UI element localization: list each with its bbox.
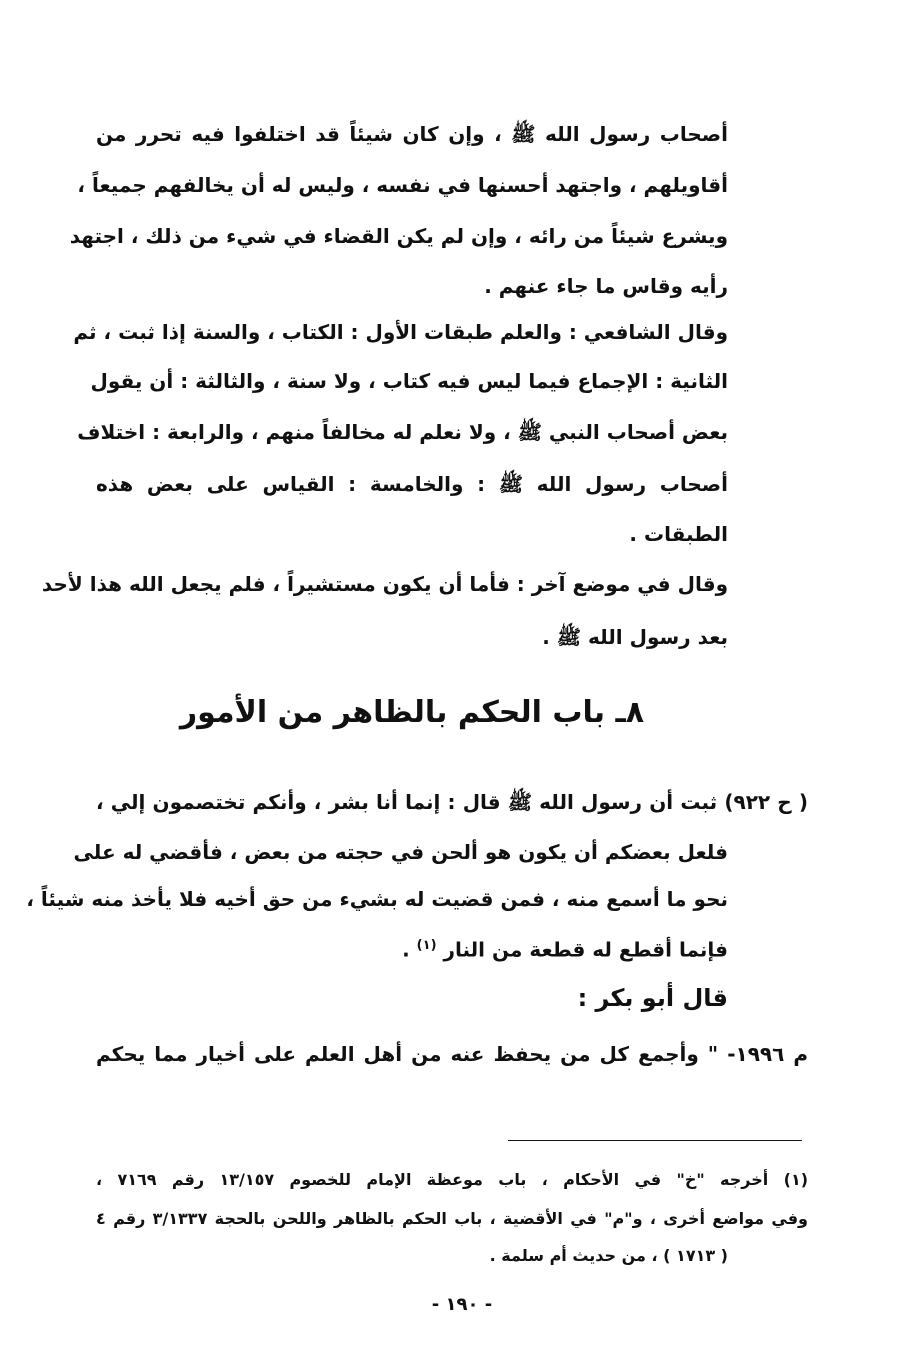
paragraph-line: بعد رسول الله ﷺ . — [542, 625, 728, 649]
footnote-line: ( ١٧١٣ ) ، من حديث أم سلمة . — [489, 1246, 728, 1265]
footnote-reference: (١) — [416, 938, 437, 953]
paragraph-line: رأيه وقاس ما جاء عنهم . — [484, 274, 728, 298]
paragraph-line: أصحاب رسول الله ﷺ ، وإن كان شيئاً قد اختلفوا فيه تحرر من — [96, 122, 728, 146]
paragraph-line: الطبقات . — [629, 522, 728, 546]
hadith-end: . — [402, 937, 410, 962]
paragraph-line: أقاويلهم ، واجتهد أحسنها في نفسه ، وليس له أن يخالفهم جميعاً ، — [77, 173, 728, 197]
speaker-label: قال أبو بكر : — [577, 984, 728, 1012]
paragraph-line: ويشرع شيئاً من رائه ، وإن لم يكن القضاء في شيء من ذلك ، اجتهد — [69, 224, 728, 248]
hadith-line: نحو ما أسمع منه ، فمن قضيت له بشيء من حق أخيه فلا يأخذ منه شيئاً ، — [26, 887, 728, 911]
paragraph-line: الثانية : الإجماع فيما ليس فيه كتاب ، ولا سنة ، والثالثة : أن يقول — [90, 369, 728, 393]
footnote-line: (١) أخرجه "خ" في الأحكام ، باب موعظة الإمام للخصوم ١٣/١٥٧ رقم ٧١٦٩ ، — [96, 1170, 809, 1189]
hadith-line: ( ح ٩٢٢) ثبت أن رسول الله ﷺ قال : إنما أنا بشر ، وأنكم تختصمون إلي ، — [96, 790, 809, 814]
hadith-text: فإنما أقطع له قطعة من النار — [443, 937, 728, 962]
page-number: - ١٩٠ - — [431, 1294, 493, 1315]
paragraph-line: وقال في موضع آخر : فأما أن يكون مستشيراً ، فلم يجعل الله هذا لأحد — [41, 572, 728, 596]
hadith-line: فلعل بعضكم أن يكون هو ألحن في حجته من بعض ، فأقضي له على — [73, 840, 728, 864]
footnote-line: وفي مواضع أخرى ، و"م" في الأقضية ، باب الحكم بالظاهر واللحن بالحجة ٣/١٣٣٧ رقم ٤ — [96, 1209, 809, 1228]
chapter-heading: ٨ـ باب الحكم بالظاهر من الأمور — [179, 695, 645, 730]
paragraph-line: وقال الشافعي : والعلم طبقات الأول : الكتاب ، والسنة إذا ثبت ، ثم — [73, 320, 728, 344]
paragraph-line: أصحاب رسول الله ﷺ : والخامسة : القياس على بعض هذه — [96, 472, 728, 496]
footnotes — [26, 0, 809, 1364]
paragraph-line: بعض أصحاب النبي ﷺ ، ولا نعلم له مخالفاً منهم ، والرابعة : اختلاف — [77, 420, 728, 444]
masala-line: م ١٩٩٦- " وأجمع كل من يحفظ عنه من أهل العلم على أخيار مما يحكم — [96, 1042, 808, 1066]
